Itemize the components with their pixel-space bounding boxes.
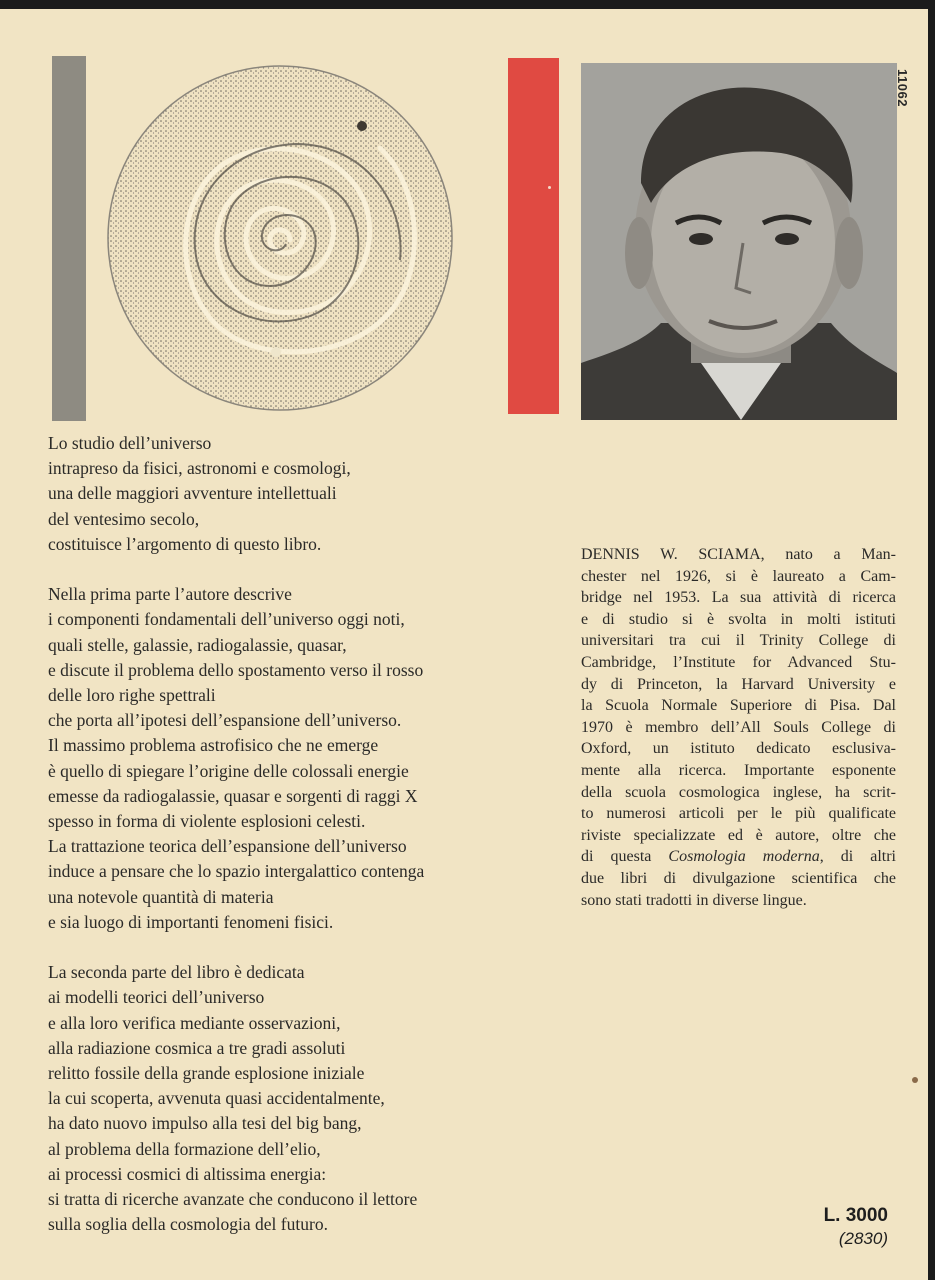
blurb-line: quali stelle, galassie, radiogalassie, quasar,: [48, 634, 347, 655]
bio-line: DENNIS W. SCIAMA, nato a Man-: [581, 546, 896, 563]
gray-accent-bar: [52, 56, 86, 421]
spiral-galaxy-illustration: [100, 60, 460, 420]
blurb-line: La trattazione teorica dell’espansione dell’universo: [48, 836, 407, 857]
blurb-line: e discute il problema dello spostamento verso il rosso: [48, 659, 424, 680]
price-code: (2830): [838, 1229, 888, 1248]
red-accent-bar: [508, 58, 559, 414]
bio-line: 1970 è membro dell’All Souls College di: [581, 718, 896, 736]
bio-line: mente alla ricerca. Importante esponente: [581, 761, 896, 779]
price-label: L. 3000: [823, 1205, 888, 1226]
blurb-line: è quello di spiegare l’origine delle colossali energie: [48, 760, 409, 781]
blurb-paragraph-1: [48, 431, 568, 557]
blurb-line: ha dato nuovo impulso alla tesi del big bang,: [48, 1113, 362, 1134]
blurb-line: induce a pensare che lo spazio intergalattico contenga: [48, 861, 425, 882]
catalog-number: 11062: [895, 69, 910, 107]
price-block: [824, 1205, 888, 1249]
blurb-paragraph-3: [48, 960, 568, 1237]
blurb-line: ai processi cosmici di altissima energia:: [48, 1163, 327, 1184]
book-back-cover: [0, 9, 928, 1280]
bio-line: e di studio si è svolta in molti istituti: [581, 610, 896, 628]
blurb-line: una delle maggiori avventure intellettuali: [48, 483, 337, 504]
blurb-paragraph-2: [48, 582, 568, 935]
bio-line: dy di Princeton, la Harvard University e: [581, 675, 896, 693]
bio-line: della scuola cosmologica inglese, ha scrit-: [581, 783, 896, 801]
blurb-line: e sia luogo di importanti fenomeni fisici.: [48, 911, 334, 932]
bio-line-with-title: [581, 846, 896, 868]
blurb-line: si tratta di ricerche avanzate che conducono il lettore: [48, 1189, 418, 1210]
blurb-line: ai modelli teorici dell’universo: [48, 987, 265, 1008]
bio-line: sono stati tradotti in diverse lingue.: [581, 891, 807, 909]
blurb-line: al problema della formazione dell’elio,: [48, 1138, 321, 1159]
paper-blemish: [548, 186, 551, 189]
blurb-line: delle loro righe spettrali: [48, 685, 216, 706]
bio-line: riviste specializzate ed è autore, oltre che: [581, 826, 896, 844]
blurb-line: spesso in forma di violente esplosioni celesti.: [48, 811, 366, 832]
bio-line: to numerosi articoli per le più qualificate: [581, 805, 896, 823]
author-portrait-photo: [581, 63, 897, 420]
blurb-line: la cui scoperta, avvenuta quasi accidentalmente,: [48, 1088, 385, 1109]
bio-line: Cambridge, l’Institute for Advanced Stu-: [581, 653, 896, 671]
blurb-text: [48, 431, 568, 1263]
blurb-line: emesse da radiogalassie, quasar e sorgenti di raggi X: [48, 785, 418, 806]
paper-blemish: [912, 1077, 918, 1083]
blurb-line: e alla loro verifica mediante osservazioni,: [48, 1012, 341, 1033]
bio-line: chester nel 1926, si è laureato a Cam-: [581, 567, 896, 585]
bio-line: universitari tra cui il Trinity College di: [581, 632, 896, 650]
bio-line: due libri di divulgazione scientifica che: [581, 869, 896, 887]
blurb-line: costituisce l’argomento di questo libro.: [48, 533, 322, 554]
author-bio: [581, 544, 896, 911]
blurb-line: La seconda parte del libro è dedicata: [48, 962, 305, 983]
blurb-line: i componenti fondamentali dell’universo oggi noti,: [48, 609, 405, 630]
bio-line: Oxford, un istituto dedicato esclusiva-: [581, 740, 896, 758]
blurb-line: relitto fossile della grande esplosione iniziale: [48, 1063, 365, 1084]
blurb-line: Nella prima parte l’autore descrive: [48, 584, 292, 605]
book-title: Cosmologia moderna: [668, 848, 820, 866]
bio-line: la Scuola Normale Superiore di Pisa. Dal: [581, 697, 896, 715]
bio-line-tail: , di altri: [819, 848, 897, 866]
blurb-line: del ventesimo secolo,: [48, 508, 200, 529]
bio-line-head: di questa: [581, 848, 652, 866]
bio-line: bridge nel 1953. La sua attività di ricerca: [581, 589, 896, 607]
blurb-line: che porta all’ipotesi dell’espansione dell’universo.: [48, 710, 402, 731]
blurb-line: una notevole quantità di materia: [48, 886, 274, 907]
blurb-line: sulla soglia della cosmologia del futuro.: [48, 1214, 328, 1235]
blurb-line: alla radiazione cosmica a tre gradi assoluti: [48, 1037, 346, 1058]
blurb-line: intrapreso da fisici, astronomi e cosmologi,: [48, 458, 351, 479]
blurb-line: Lo studio dell’universo: [48, 433, 212, 453]
blurb-line: Il massimo problema astrofisico che ne emerge: [48, 735, 379, 756]
